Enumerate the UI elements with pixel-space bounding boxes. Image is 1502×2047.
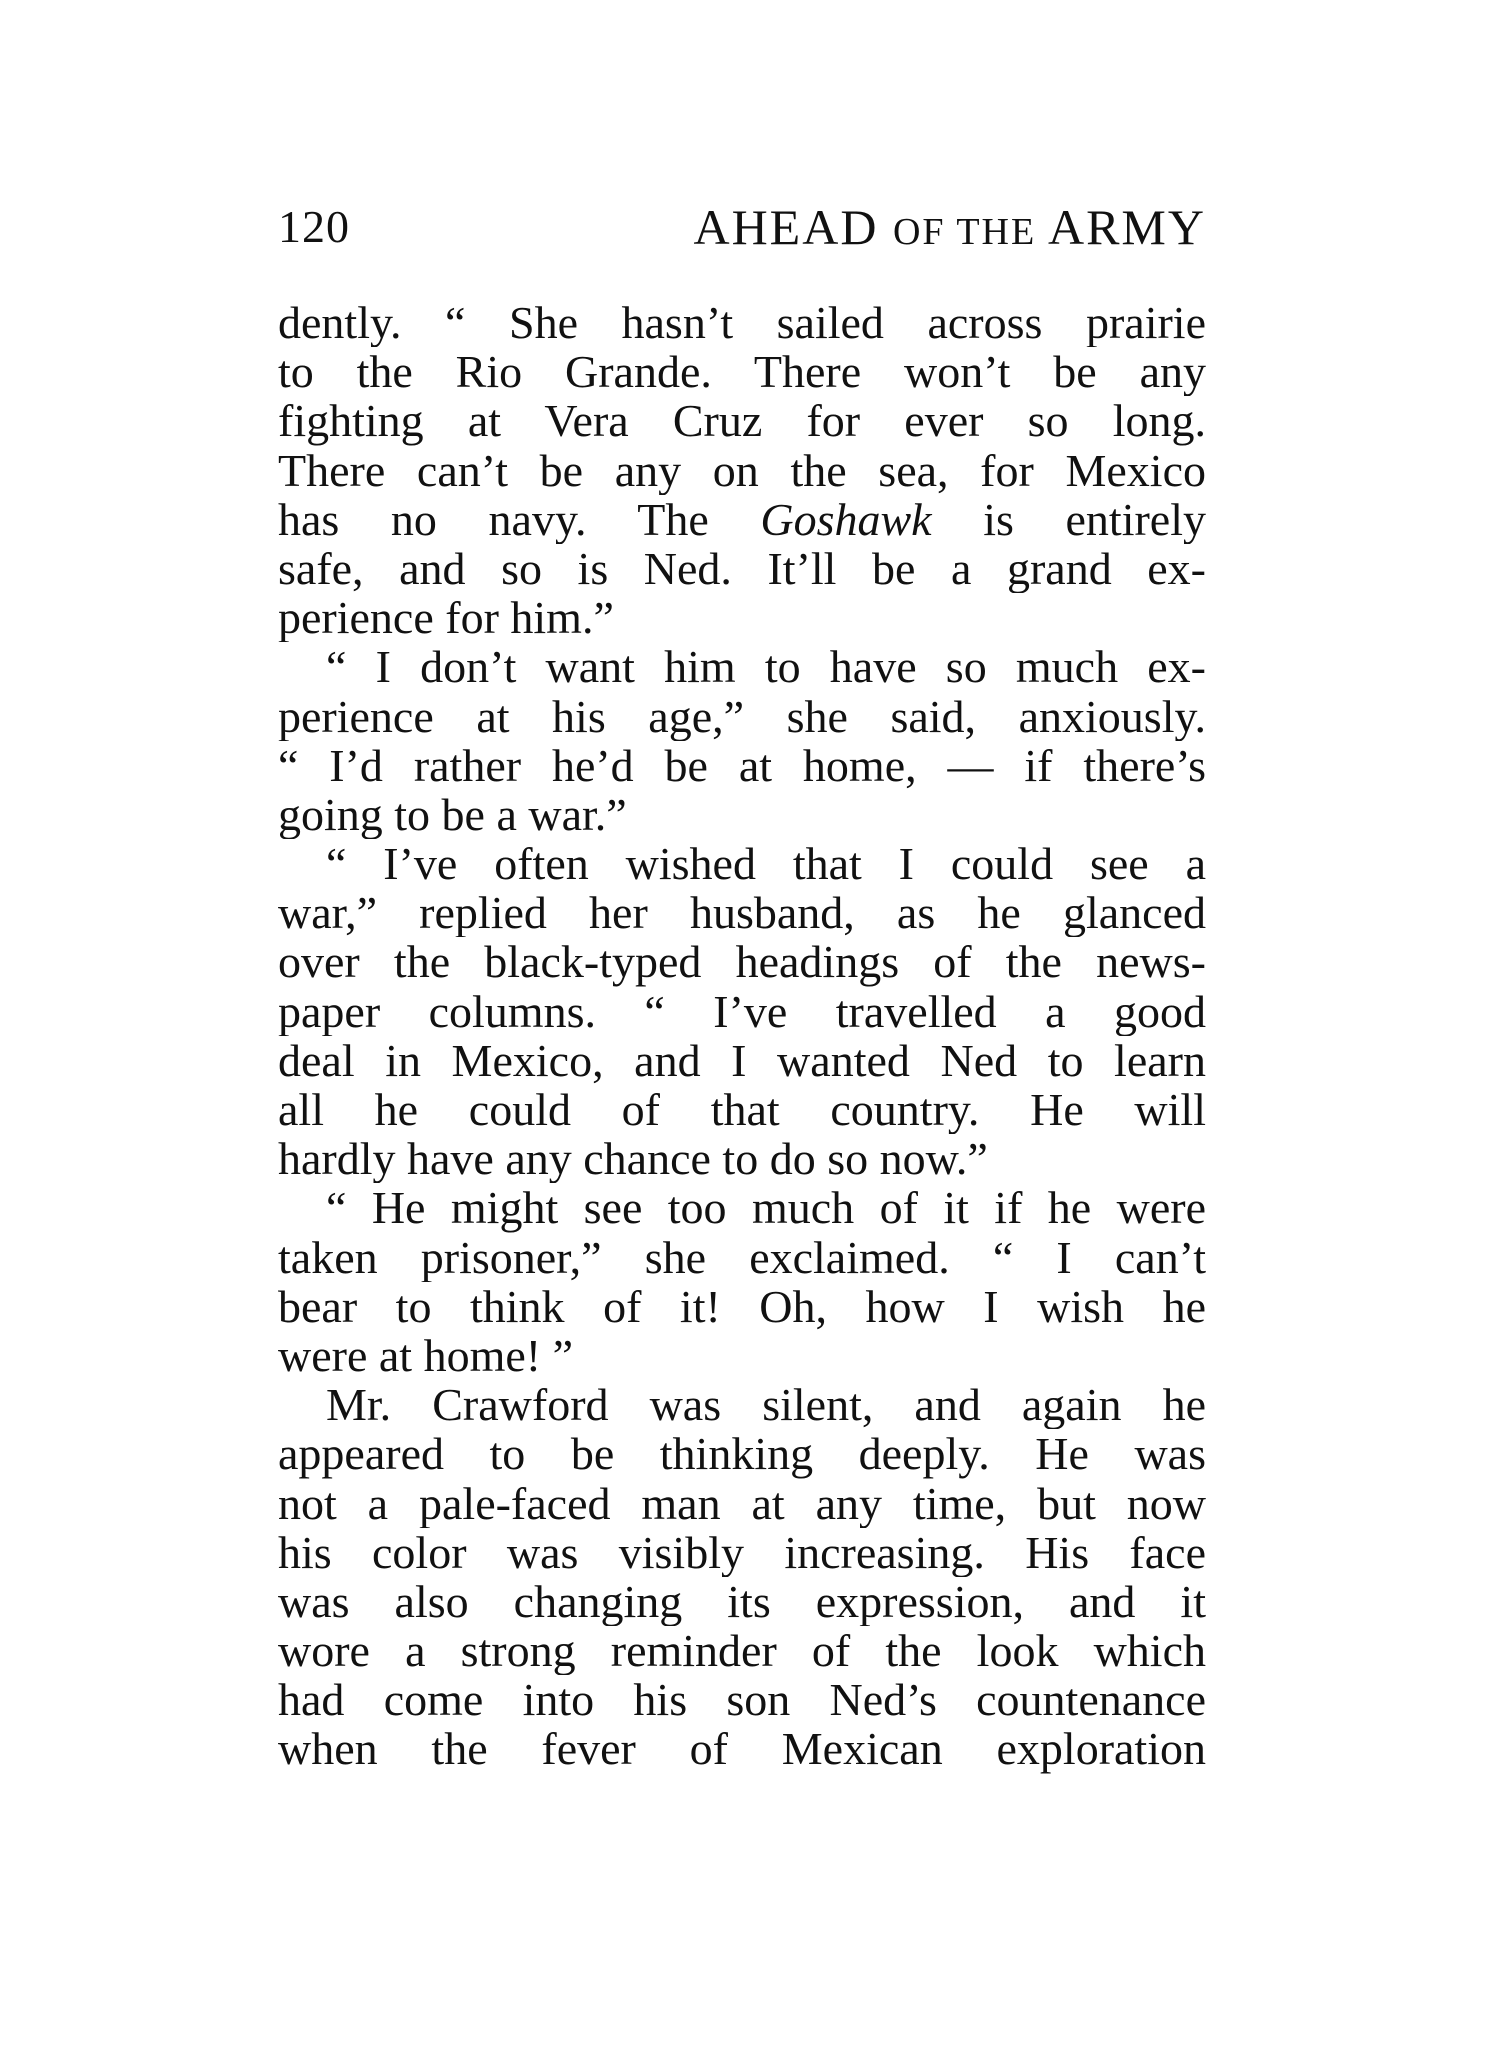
text-line: were at home! ”: [278, 1330, 574, 1381]
text-line: over the black-typed headings of the news-: [278, 937, 1206, 987]
text-line: Mr. Crawford was silent, and again he: [326, 1380, 1206, 1430]
text-segment: is entirely: [931, 494, 1206, 544]
body-text: [278, 298, 1206, 1774]
page-number: 120: [278, 201, 350, 252]
text-line: war,” replied her husband, as he glanced: [278, 888, 1206, 938]
text-line: to the Rio Grande. There won’t be any: [278, 347, 1206, 397]
text-line: had come into his son Ned’s countenance: [278, 1675, 1206, 1725]
text-line: perience for him.”: [278, 593, 614, 643]
text-line: “ I don’t want him to have so much ex-: [326, 642, 1206, 692]
text-line: wore a strong reminder of the look which: [278, 1626, 1206, 1676]
text-line: There can’t be any on the sea, for Mexico: [278, 445, 1206, 495]
text-line: fighting at Vera Cruz for ever so long.: [278, 396, 1206, 446]
text-line: safe, and so is Ned. It’ll be a grand ex-: [278, 543, 1206, 594]
text-line: paper columns. “ I’ve travelled a good: [278, 986, 1206, 1036]
text-line: appeared to be thinking deeply. He was: [278, 1429, 1206, 1479]
text-line: taken prisoner,” she exclaimed. “ I can’t: [278, 1232, 1206, 1282]
running-head: [693, 196, 1206, 263]
text-line: hardly have any chance to do so now.”: [278, 1134, 988, 1184]
text-line: was also changing its expression, and it: [278, 1576, 1206, 1627]
text-segment: has no navy. The: [278, 494, 761, 544]
text-line: his color was visibly increasing. His face: [278, 1527, 1206, 1577]
text-line: “ He might see too much of it if he were: [326, 1183, 1206, 1233]
text-line: bear to think of it! Oh, how I wish he: [278, 1281, 1206, 1331]
text-line: “ I’d rather he’d be at home, — if there’s: [278, 740, 1206, 790]
text-line: dently. “ She hasn’t sailed across prairie: [278, 298, 1206, 348]
text-line: [278, 495, 1206, 544]
text-line: all he could of that country. He will: [278, 1085, 1206, 1135]
running-head-word-2: OF THE: [892, 211, 1037, 253]
running-head-word-1: AHEAD: [693, 199, 879, 255]
ship-name-italic: Goshawk: [760, 494, 932, 544]
text-line: deal in Mexico, and I wanted Ned to learn: [278, 1035, 1206, 1085]
text-line: “ I’ve often wished that I could see a: [326, 839, 1206, 889]
text-line: not a pale-faced man at any time, but now: [278, 1478, 1206, 1528]
text-line: when the fever of Mexican exploration: [278, 1724, 1206, 1774]
text-line: going to be a war.”: [278, 789, 627, 840]
text-line: perience at his age,” she said, anxiously.: [278, 691, 1206, 741]
page-header: [278, 196, 1206, 258]
running-head-word-3: ARMY: [1047, 199, 1206, 255]
